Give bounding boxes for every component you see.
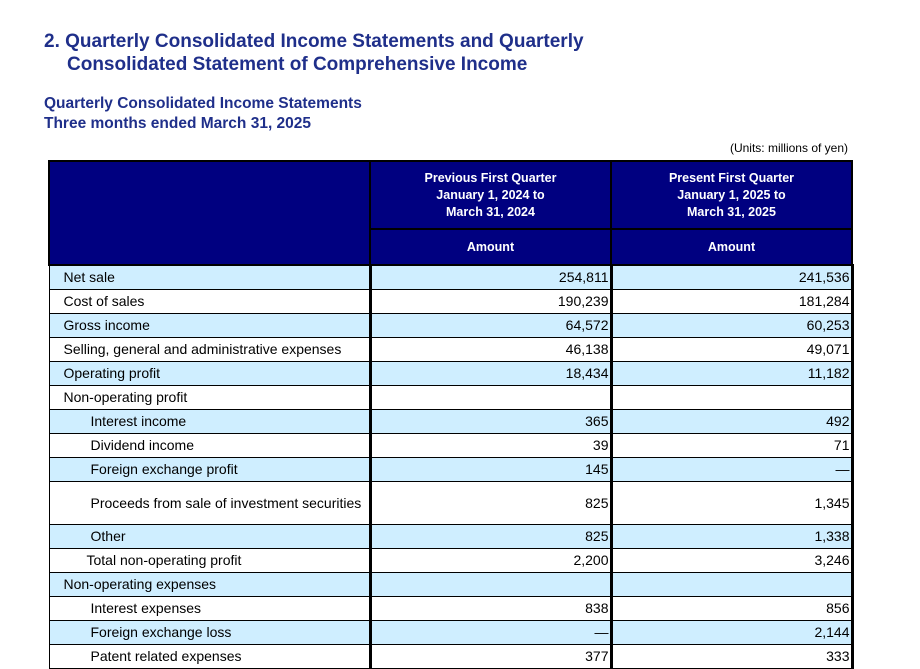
row-label: Gross income	[49, 314, 370, 338]
present-value: 60,253	[611, 314, 852, 338]
previous-value: 838	[370, 597, 611, 621]
row-label: Other	[49, 525, 370, 549]
previous-value	[370, 386, 611, 410]
previous-quarter-header	[370, 161, 611, 229]
units-note: (Units: millions of yen)	[729, 141, 848, 155]
row-label: Operating profit	[49, 362, 370, 386]
previous-value: 46,138	[370, 338, 611, 362]
table-row	[49, 434, 852, 458]
present-value: 1,345	[611, 482, 852, 525]
previous-value: 2,200	[370, 549, 611, 573]
previous-value: 825	[370, 525, 611, 549]
table-row	[49, 549, 852, 573]
previous-amount-header: Amount	[370, 229, 611, 265]
label-column-header	[49, 161, 370, 265]
row-label: Net sale	[49, 265, 370, 290]
present-quarter-title: Present First Quarter	[668, 170, 795, 185]
present-quarter-end: March 31, 2025	[687, 204, 776, 219]
statement-heading	[44, 94, 362, 134]
period-title: Three months ended March 31, 2025	[44, 115, 312, 132]
present-value: —	[611, 458, 852, 482]
present-value: 71	[611, 434, 852, 458]
previous-quarter-end: March 31, 2024	[446, 204, 535, 219]
previous-value: 377	[370, 645, 611, 669]
present-value	[611, 573, 852, 597]
table-row	[49, 621, 852, 645]
present-value	[611, 386, 852, 410]
previous-value: 18,434	[370, 362, 611, 386]
present-value: 1,338	[611, 525, 852, 549]
previous-quarter-start: January 1, 2024 to	[436, 187, 545, 202]
present-value: 11,182	[611, 362, 852, 386]
table-row	[49, 525, 852, 549]
row-label: Selling, general and administrative expenses	[49, 338, 370, 362]
previous-value: —	[370, 621, 611, 645]
table-row	[49, 573, 852, 597]
present-value: 856	[611, 597, 852, 621]
previous-quarter-title: Previous First Quarter	[424, 170, 557, 185]
present-value: 181,284	[611, 290, 852, 314]
row-label: Interest expenses	[49, 597, 370, 621]
row-label: Non-operating profit	[49, 386, 370, 410]
present-value: 492	[611, 410, 852, 434]
previous-value: 825	[370, 482, 611, 525]
section-title-line2: Consolidated Statement of Comprehensive Income	[67, 54, 528, 75]
table-row	[49, 290, 852, 314]
row-label: Total non-operating profit	[49, 549, 370, 573]
table-row	[49, 410, 852, 434]
previous-value: 254,811	[370, 265, 611, 290]
income-statement-table	[48, 160, 854, 669]
table-row	[49, 458, 852, 482]
row-label: Proceeds from sale of investment securities	[49, 482, 370, 525]
row-label: Non-operating expenses	[49, 573, 370, 597]
present-value: 49,071	[611, 338, 852, 362]
previous-value: 145	[370, 458, 611, 482]
table-row	[49, 362, 852, 386]
table-row	[49, 386, 852, 410]
row-label: Patent related expenses	[49, 645, 370, 669]
table-row	[49, 265, 852, 290]
present-value: 333	[611, 645, 852, 669]
previous-value: 365	[370, 410, 611, 434]
row-label: Cost of sales	[49, 290, 370, 314]
row-label: Foreign exchange profit	[49, 458, 370, 482]
table-row	[49, 597, 852, 621]
present-value: 2,144	[611, 621, 852, 645]
statement-title: Quarterly Consolidated Income Statements	[44, 95, 362, 112]
present-value: 3,246	[611, 549, 852, 573]
previous-value: 39	[370, 434, 611, 458]
present-quarter-header	[611, 161, 852, 229]
section-title	[44, 30, 584, 76]
row-label: Interest income	[49, 410, 370, 434]
present-quarter-start: January 1, 2025 to	[677, 187, 786, 202]
table-row	[49, 338, 852, 362]
section-title-line1: 2. Quarterly Consolidated Income Statements and Quarterly	[44, 31, 584, 52]
table-row	[49, 314, 852, 338]
present-amount-header: Amount	[611, 229, 852, 265]
row-label: Foreign exchange loss	[49, 621, 370, 645]
previous-value	[370, 573, 611, 597]
row-label: Dividend income	[49, 434, 370, 458]
table-row	[49, 482, 852, 525]
previous-value: 64,572	[370, 314, 611, 338]
previous-value: 190,239	[370, 290, 611, 314]
present-value: 241,536	[611, 265, 852, 290]
